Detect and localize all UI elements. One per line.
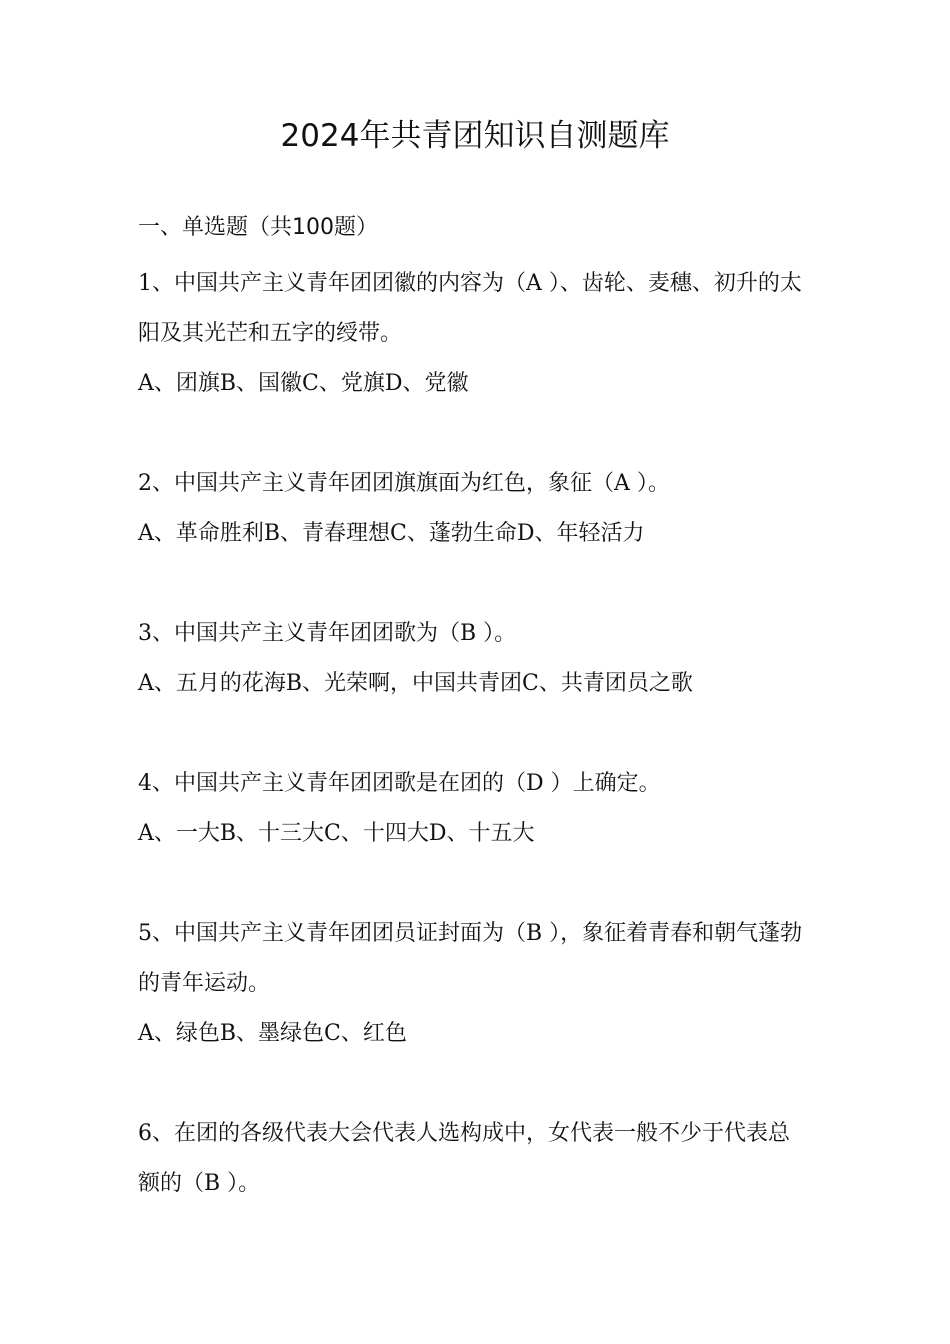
question-options: A、革命胜利B、青春理想C、蓬勃生命D、年轻活力: [138, 521, 645, 546]
question-text: 1、中国共产主义青年团团徽的内容为（A ）、齿轮、麦穗、初升的太阳及其光芒和五字的绶带。: [138, 271, 802, 346]
question-item: [138, 1109, 808, 1209]
question-item: [138, 609, 808, 709]
question-options: A、一大B、十三大C、十四大D、十五大: [138, 821, 535, 846]
question-text: 2、中国共产主义青年团团旗旗面为红色，象征（A ）。: [138, 471, 670, 496]
question-text: 5、中国共产主义青年团团员证封面为（B ），象征着青春和朝气蓬勃的青年运动。: [138, 921, 803, 996]
question-item: [138, 459, 808, 559]
question-item: [138, 909, 808, 1059]
document-title: 2024年共青团知识自测题库: [280, 118, 670, 154]
question-text: 6、在团的各级代表大会代表人选构成中，女代表一般不少于代表总额的（B ）。: [138, 1121, 790, 1196]
question-options: A、团旗B、国徽C、党旗D、党徽: [138, 371, 469, 396]
question-item: [138, 259, 808, 409]
question-text: 4、中国共产主义青年团团歌是在团的（D ）上确定。: [138, 771, 661, 796]
question-list: [138, 259, 808, 1259]
question-item: [138, 759, 808, 859]
section-heading: 一、单选题（共100题）: [138, 215, 378, 240]
question-text: 3、中国共产主义青年团团歌为（B ）。: [138, 621, 517, 646]
question-options: A、绿色B、墨绿色C、红色: [138, 1021, 407, 1046]
question-options: A、五月的花海B、光荣啊，中国共青团C、共青团员之歌: [138, 671, 693, 696]
